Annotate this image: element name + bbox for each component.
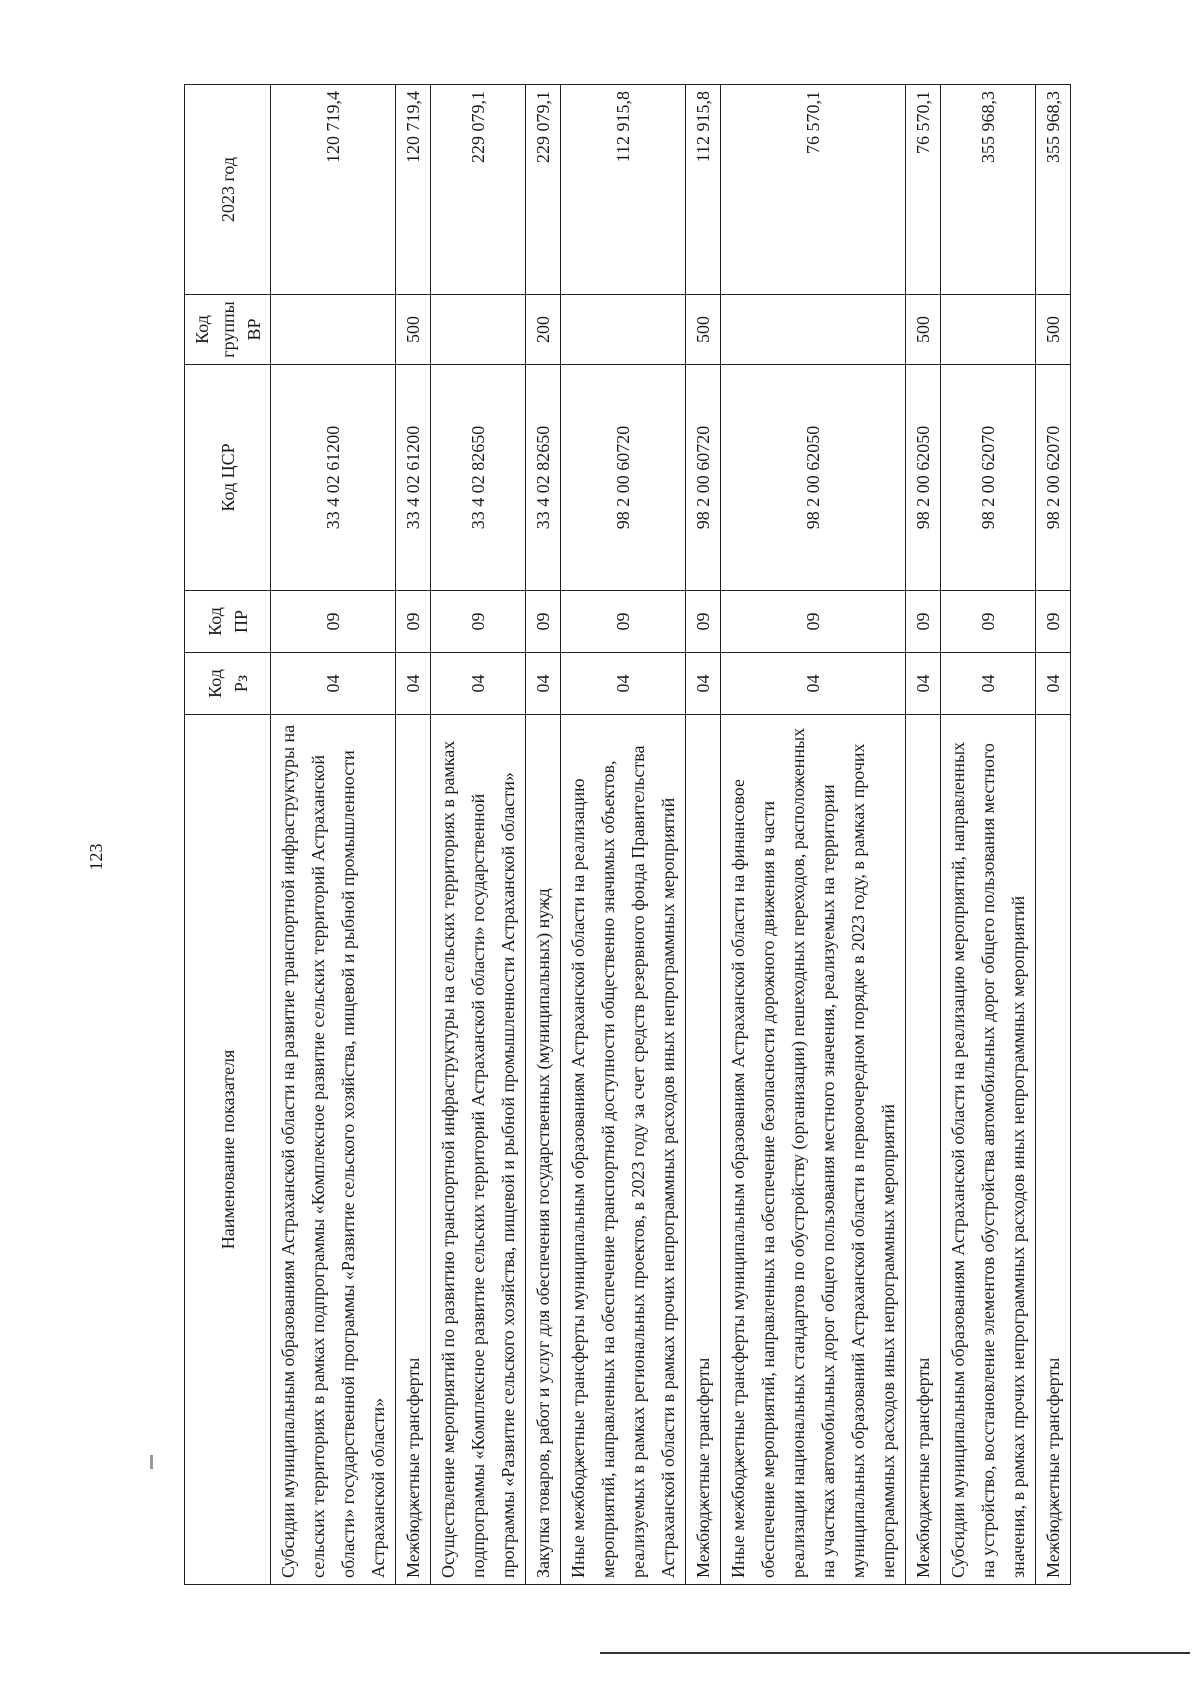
cell-rz: 04	[1036, 653, 1071, 715]
cell-pr: 09	[526, 591, 561, 653]
cell-vr	[561, 295, 686, 365]
cell-csr: 98 2 00 60720	[686, 365, 721, 591]
cell-vr: 500	[1036, 295, 1071, 365]
table-row	[431, 85, 526, 1585]
cell-pr: 09	[271, 591, 396, 653]
cell-pr: 09	[686, 591, 721, 653]
header-name: Наименование показателя	[185, 715, 271, 1585]
header-csr: Код ЦСР	[185, 365, 271, 591]
cell-rz: 04	[271, 653, 396, 715]
cell-rz: 04	[561, 653, 686, 715]
cell-pr: 09	[721, 591, 906, 653]
cell-csr: 33 4 02 82650	[526, 365, 561, 591]
cell-csr: 98 2 00 62050	[721, 365, 906, 591]
cell-rz: 04	[941, 653, 1036, 715]
cell-rz: 04	[396, 653, 431, 715]
budget-table	[184, 84, 1071, 1585]
cell-pr: 09	[396, 591, 431, 653]
cell-vr	[431, 295, 526, 365]
cell-rz: 04	[721, 653, 906, 715]
scan-mark	[150, 1455, 153, 1469]
cell-amount: 112 915,8	[561, 85, 686, 295]
header-rz: Код Рз	[185, 653, 271, 715]
cell-rz: 04	[431, 653, 526, 715]
cell-amount: 229 079,1	[431, 85, 526, 295]
cell-name: Закупка товаров, работ и услуг для обеспечения государственных (муниципальных) нужд	[526, 715, 561, 1585]
cell-amount: 76 570,1	[721, 85, 906, 295]
cell-vr	[721, 295, 906, 365]
header-year: 2023 год	[185, 85, 271, 295]
scan-bottom-line	[600, 1652, 1190, 1654]
cell-vr: 500	[906, 295, 941, 365]
cell-amount: 229 079,1	[526, 85, 561, 295]
cell-pr: 09	[906, 591, 941, 653]
cell-name: Межбюджетные трансферты	[396, 715, 431, 1585]
cell-amount: 355 968,3	[941, 85, 1036, 295]
cell-name: Межбюджетные трансферты	[906, 715, 941, 1585]
cell-name: Субсидии муниципальным образованиям Астраханской области на развитие транспортной инфраструктуры на сельских территориях в рамках подпрограммы «Комплексное развитие сельских территорий Астраханской области» государственной программы «Развитие сельского хозяйства, пищевой и рыбной промышленности Астраханской области»	[271, 715, 396, 1585]
cell-name: Иные межбюджетные трансферты муниципальным образованиям Астраханской области на реализацию мероприятий, направленных на обеспечение транспортной доступности общественно значимых объектов, реализуемых в рамках региональных проектов, в 2023 году за счет средств резервного фонда Правительства Астраханской области в рамках прочих непрограммных расходов иных непрограммных мероприятий	[561, 715, 686, 1585]
cell-amount: 76 570,1	[906, 85, 941, 295]
cell-rz: 04	[686, 653, 721, 715]
cell-name: Межбюджетные трансферты	[1036, 715, 1071, 1585]
cell-pr: 09	[1036, 591, 1071, 653]
cell-pr: 09	[431, 591, 526, 653]
cell-csr: 33 4 02 61200	[271, 365, 396, 591]
cell-vr	[271, 295, 396, 365]
cell-vr	[941, 295, 1036, 365]
cell-csr: 98 2 00 62070	[1036, 365, 1071, 591]
header-pr: Код ПР	[185, 591, 271, 653]
table-row	[1036, 85, 1071, 1585]
cell-rz: 04	[526, 653, 561, 715]
table-row	[686, 85, 721, 1585]
cell-csr: 98 2 00 62050	[906, 365, 941, 591]
cell-vr: 500	[686, 295, 721, 365]
header-vr: Код группы ВР	[185, 295, 271, 365]
table-row	[561, 85, 686, 1585]
cell-csr: 98 2 00 62070	[941, 365, 1036, 591]
table-row	[526, 85, 561, 1585]
page-number: 123	[86, 843, 106, 871]
cell-rz: 04	[906, 653, 941, 715]
table-row	[396, 85, 431, 1585]
table-row	[906, 85, 941, 1585]
cell-name: Субсидии муниципальным образованиям Астраханской области на реализацию мероприятий, направленных на устройство, восстановление элементов обустройства автомобильных дорог общего пользования местного значения, в рамках прочих непрограммных расходов иных непрограммных мероприятий	[941, 715, 1036, 1585]
cell-name: Осуществление мероприятий по развитию транспортной инфраструктуры на сельских территориях в рамках подпрограммы «Комплексное развитие сельских территорий Астраханской области» государственной программы «Развитие сельского хозяйства, пищевой и рыбной промышленности Астраханской области»	[431, 715, 526, 1585]
cell-vr: 500	[396, 295, 431, 365]
table-row	[721, 85, 906, 1585]
cell-amount: 120 719,4	[396, 85, 431, 295]
cell-pr: 09	[561, 591, 686, 653]
table-row	[941, 85, 1036, 1585]
cell-csr: 98 2 00 60720	[561, 365, 686, 591]
cell-csr: 33 4 02 61200	[396, 365, 431, 591]
table-header-row	[185, 85, 271, 1585]
cell-name: Иные межбюджетные трансферты муниципальным образованиям Астраханской области на финансовое обеспечение мероприятий, направленных на обеспечение безопасности дорожного движения в части реализации национальных стандартов по обустройству (организации) пешеходных переходов, расположенных на участках автомобильных дорог общего пользования местного значения, реализуемых на территории муниципальных образований Астраханской области в первоочередном порядке в 2023 году, в рамках прочих непрограммных расходов иных непрограммных мероприятий	[721, 715, 906, 1585]
cell-name: Межбюджетные трансферты	[686, 715, 721, 1585]
cell-vr: 200	[526, 295, 561, 365]
cell-pr: 09	[941, 591, 1036, 653]
cell-amount: 112 915,8	[686, 85, 721, 295]
cell-amount: 120 719,4	[271, 85, 396, 295]
cell-csr: 33 4 02 82650	[431, 365, 526, 591]
cell-amount: 355 968,3	[1036, 85, 1071, 295]
table-row	[271, 85, 396, 1585]
rotated-page-content	[184, 85, 1084, 1585]
